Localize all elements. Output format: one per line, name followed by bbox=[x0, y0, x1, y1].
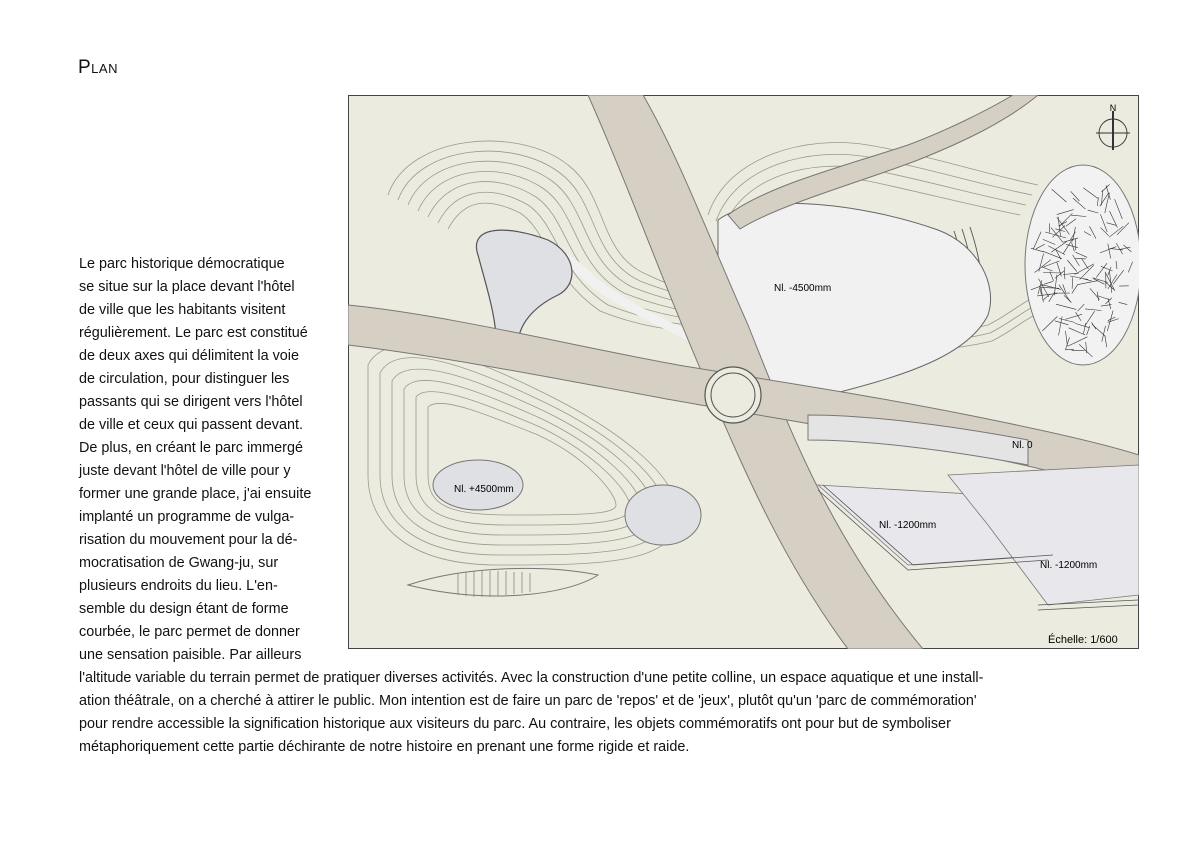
text-line: plusieurs endroits du lieu. L'en- bbox=[79, 578, 278, 594]
level-label-road: Nl. 0 bbox=[1012, 440, 1033, 451]
text-line: l'altitude variable du terrain permet de pratiquer diverses activités. Avec la construction d'une petite colline, un espace aquatique et une install- bbox=[79, 670, 984, 686]
text-line: Le parc historique démocratique bbox=[79, 256, 285, 272]
text-line: mocratisation de Gwang-ju, sur bbox=[79, 555, 279, 571]
level-label-hill: Nl. +4500mm bbox=[454, 484, 514, 495]
site-plan-drawing bbox=[348, 95, 1139, 649]
text-line: pour rendre accessible la signification historique aux visiteurs du parc. Au contraire, les objets commémoratifs ont pour but de symboliser bbox=[79, 716, 951, 732]
text-line: De plus, en créant le parc immergé bbox=[79, 440, 303, 456]
text-line: risation du mouvement pour la dé- bbox=[79, 532, 298, 548]
text-line: juste devant l'hôtel de ville pour y bbox=[79, 463, 291, 479]
text-line: de ville que les habitants visitent bbox=[79, 302, 286, 318]
text-line: courbée, le parc permet de donner bbox=[79, 624, 300, 640]
scale-label: Échelle: 1/600 bbox=[1048, 634, 1118, 646]
description-bottom bbox=[79, 667, 1149, 759]
level-label-plaza: Nl. -4500mm bbox=[774, 283, 832, 294]
level-label-lower-b: Nl. -1200mm bbox=[1040, 560, 1098, 571]
text-line: de deux axes qui délimitent la voie bbox=[79, 348, 299, 364]
text-line: une sensation paisible. Par ailleurs bbox=[79, 647, 302, 663]
text-line: implanté un programme de vulga- bbox=[79, 509, 295, 525]
text-line: de circulation, pour distinguer les bbox=[79, 371, 290, 387]
text-line: ation théâtrale, on a cherché à attirer le public. Mon intention est de faire un parc de 'repos' et de 'jeux', plutôt qu'un 'parc de commémoration' bbox=[79, 693, 977, 709]
text-line: passants qui se dirigent vers l'hôtel bbox=[79, 394, 303, 410]
text-line: se situe sur la place devant l'hôtel bbox=[79, 279, 295, 295]
text-line: métaphoriquement cette partie déchirante de notre histoire en prenant une forme rigide et raide. bbox=[79, 739, 690, 755]
text-line: former une grande place, j'ai ensuite bbox=[79, 486, 312, 502]
text-line: de ville et ceux qui passent devant. bbox=[79, 417, 303, 433]
page-title: Plan bbox=[78, 57, 118, 78]
pond-lower bbox=[625, 485, 701, 545]
text-line: régulièrement. Le parc est constitué bbox=[79, 325, 308, 341]
description-left-column bbox=[79, 253, 334, 667]
north-label: N bbox=[1109, 103, 1117, 113]
text-line: semble du design étant de forme bbox=[79, 601, 289, 617]
level-label-lower-a: Nl. -1200mm bbox=[879, 520, 937, 531]
tree-grove bbox=[1025, 165, 1139, 365]
